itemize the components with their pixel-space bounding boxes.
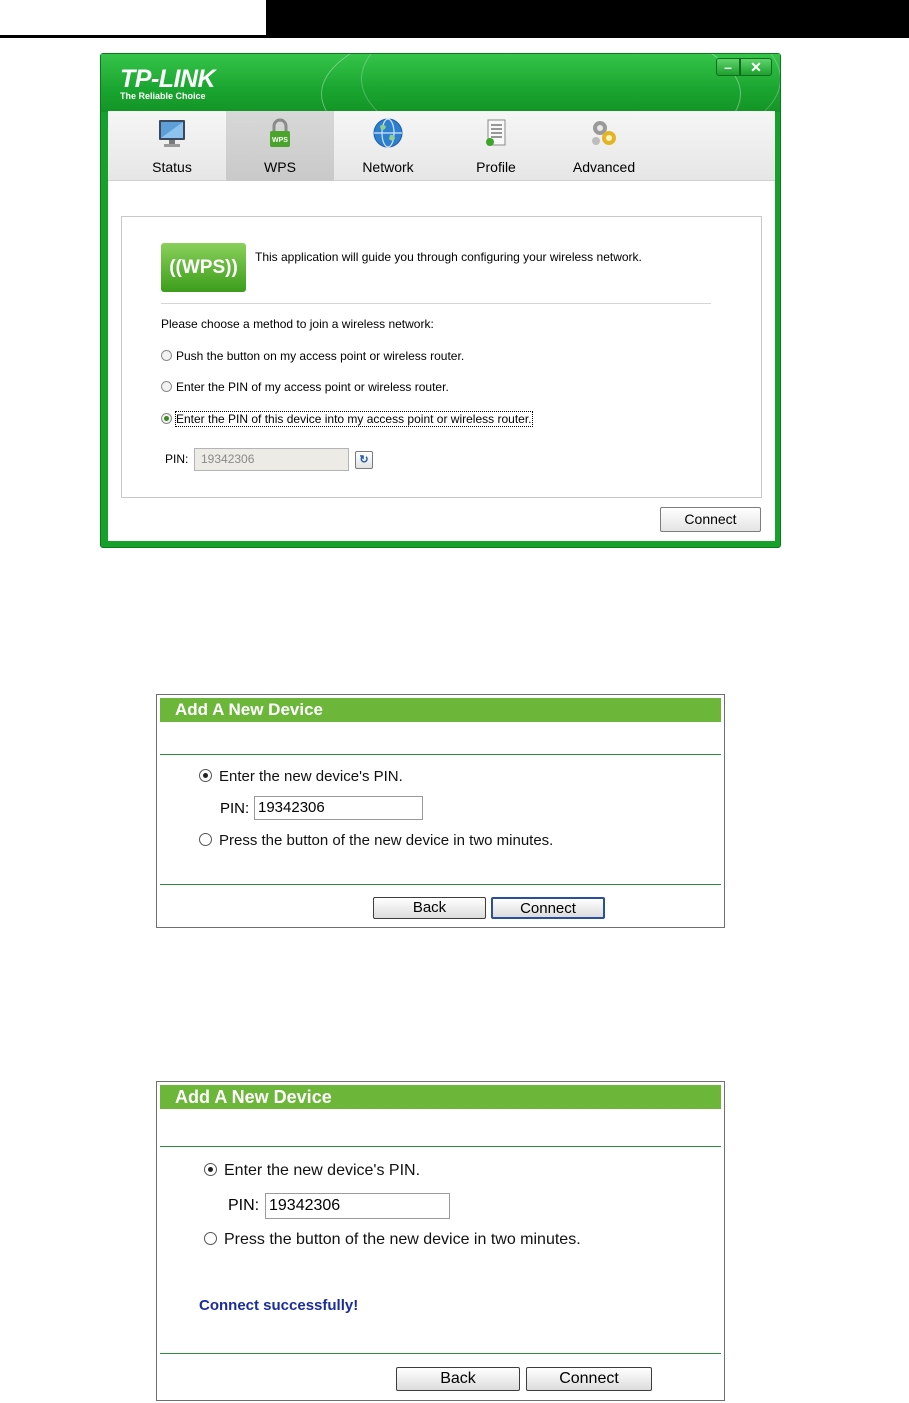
radio-device-pin[interactable] (161, 413, 172, 424)
option-press-button-label: Press the button of the new device in two minutes. (224, 1231, 581, 1248)
back-button[interactable]: Back (373, 897, 486, 919)
back-button[interactable]: Back (396, 1367, 520, 1391)
radio-press-button[interactable] (199, 833, 212, 846)
tab-profile-label: Profile (476, 159, 516, 175)
panel-divider (161, 303, 711, 304)
tplink-logo (120, 66, 215, 101)
pin-field[interactable]: 19342306 (194, 448, 349, 471)
close-button[interactable]: ✕ (740, 58, 772, 76)
profile-document-icon (480, 117, 512, 149)
globe-icon (372, 117, 404, 149)
tab-network-label: Network (362, 159, 414, 175)
pin-label: PIN: (165, 452, 189, 466)
radio-push-button[interactable] (161, 350, 172, 361)
tab-profile[interactable] (442, 111, 550, 181)
wps-panel (121, 216, 762, 498)
tab-wps-label: WPS (264, 159, 296, 175)
tab-status-label: Status (152, 159, 192, 175)
option-device-pin-label: Enter the PIN of this device into my access point or wireless router. (176, 412, 532, 426)
choose-method-prompt: Please choose a method to join a wireless network: (161, 317, 434, 331)
header-white-block (0, 0, 268, 35)
option-enter-device-pin[interactable] (204, 1162, 420, 1180)
dialog-divider-bottom (160, 1353, 721, 1354)
dialog-divider-top (160, 754, 721, 755)
tab-status[interactable] (118, 111, 226, 181)
app-toolbar (108, 111, 775, 181)
option-enter-device-pin[interactable] (199, 768, 403, 786)
app-body (108, 181, 775, 541)
dialog-title: Add A New Device (160, 1085, 721, 1109)
app-titlebar (101, 54, 780, 112)
refresh-pin-button[interactable] (355, 451, 373, 469)
connect-button[interactable]: Connect (491, 897, 605, 919)
wps-intro-text: This application will guide you through configuring your wireless network. (255, 250, 642, 264)
option-push-button-label: Push the button on my access point or wireless router. (176, 349, 465, 363)
tplink-utility-window (100, 53, 781, 548)
radio-ap-pin[interactable] (161, 381, 172, 392)
monitor-icon (156, 117, 188, 149)
device-pin-label: PIN: (220, 800, 250, 817)
radio-enter-device-pin[interactable] (199, 769, 212, 782)
dialog-divider-top (160, 1146, 721, 1147)
page-header-bar (0, 0, 909, 38)
brand-tagline: The Reliable Choice (120, 91, 206, 101)
tab-advanced-label: Advanced (572, 159, 636, 175)
connection-status-message: Connect successfully! (199, 1297, 359, 1314)
add-device-dialog (156, 694, 725, 928)
radio-enter-device-pin[interactable] (204, 1163, 217, 1176)
device-pin-label: PIN: (228, 1197, 260, 1214)
dialog-title: Add A New Device (160, 698, 721, 722)
option-press-button[interactable] (199, 832, 553, 850)
tab-advanced[interactable] (550, 111, 658, 181)
device-pin-input[interactable]: 19342306 (254, 796, 423, 820)
option-press-button[interactable] (204, 1231, 581, 1249)
device-pin-input[interactable]: 19342306 (265, 1193, 450, 1219)
option-enter-device-pin-label: Enter the new device's PIN. (219, 768, 403, 785)
radio-press-button[interactable] (204, 1232, 217, 1245)
add-device-dialog-success (156, 1081, 725, 1401)
tab-wps[interactable] (226, 111, 334, 181)
wps-lock-icon (264, 117, 296, 149)
gears-icon (588, 117, 620, 149)
option-enter-device-pin-label: Enter the new device's PIN. (224, 1162, 421, 1179)
wps-logo-icon: ((WPS)) (161, 243, 246, 292)
connect-button[interactable]: Connect (660, 507, 761, 532)
brand-name: TP-LINK (120, 65, 216, 93)
option-device-pin[interactable] (161, 411, 532, 427)
minimize-button[interactable]: – (716, 58, 740, 76)
dialog-divider-bottom (160, 884, 721, 885)
option-push-button[interactable] (161, 348, 464, 364)
option-ap-pin-label: Enter the PIN of my access point or wireless router. (176, 380, 449, 394)
tab-network[interactable] (334, 111, 442, 181)
option-ap-pin[interactable] (161, 379, 449, 395)
connect-button[interactable]: Connect (526, 1367, 652, 1391)
refresh-icon: ↻ (359, 454, 369, 466)
header-underline (0, 35, 268, 38)
svg-text:WPS: WPS (272, 137, 288, 144)
option-press-button-label: Press the button of the new device in two minutes. (219, 832, 554, 849)
